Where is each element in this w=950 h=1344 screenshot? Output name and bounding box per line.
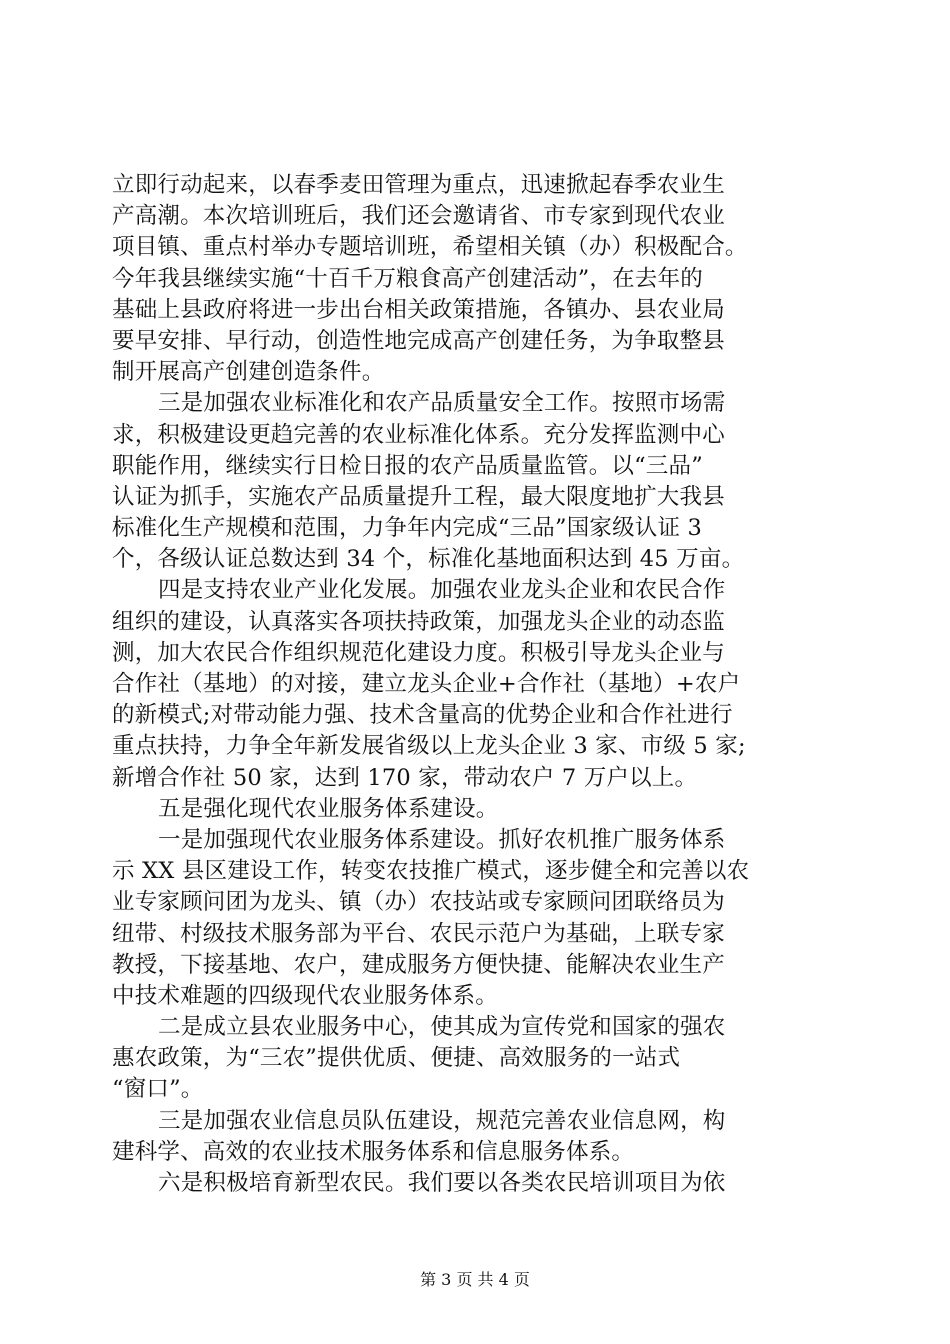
text-line: 示 XX 县区建设工作，转变农技推广模式，逐步健全和完善以农 — [112, 858, 750, 885]
text-line: 纽带、村级技术服务部为平台、农民示范户为基础，上联专家 — [112, 920, 725, 947]
text-line: 建科学、高效的农业技术服务体系和信息服务体系。 — [112, 1138, 635, 1165]
text-line: 重点扶持，力争全年新发展省级以上龙头企业 3 家、市级 5 家; — [112, 733, 746, 760]
text-line: “窗口”。 — [112, 1076, 204, 1103]
text-line: 今年我县继续实施“十百千万粮食高产创建活动”，在去年的 — [112, 265, 703, 292]
text-line: 中技术难题的四级现代农业服务体系。 — [112, 982, 498, 1009]
text-line: 二是成立县农业服务中心，使其成为宣传党和国家的强农 — [158, 1014, 726, 1041]
text-line: 求，积极建设更趋完善的农业标准化体系。充分发挥监测中心 — [112, 421, 725, 448]
text-line: 业专家顾问团为龙头、镇（办）农技站或专家顾问团联络员为 — [112, 889, 725, 916]
text-line: 项目镇、重点村举办专题培训班，希望相关镇（办）积极配合。 — [112, 234, 748, 261]
page-footer: 第 3 页 共 4 页 — [420, 1270, 530, 1289]
text-line: 立即行动起来，以春季麦田管理为重点，迅速掀起春季农业生 — [112, 172, 725, 198]
text-line: 六是积极培育新型农民。我们要以各类农民培训项目为依 — [158, 1170, 726, 1196]
text-line: 三是加强农业信息员队伍建设，规范完善农业信息网，构 — [158, 1107, 726, 1134]
text-line: 组织的建设，认真落实各项扶持政策，加强龙头企业的动态监 — [112, 608, 725, 635]
text-line: 个，各级认证总数达到 34 个，标准化基地面积达到 45 万亩。 — [112, 546, 745, 573]
text-line: 标准化生产规模和范围，力争年内完成“三品”国家级认证 3 — [112, 515, 703, 542]
text-line: 认证为抓手，实施农产品质量提升工程，最大限度地扩大我县 — [112, 483, 725, 510]
text-line: 合作社（基地）的对接，建立龙头企业+合作社（基地）+农户 — [112, 671, 741, 697]
text-line: 产高潮。本次培训班后，我们还会邀请省、市专家到现代农业 — [112, 203, 725, 230]
text-line: 的新模式;对带动能力强、技术含量高的优势企业和合作社进行 — [112, 702, 733, 729]
text-line: 四是支持农业产业化发展。加强农业龙头企业和农民合作 — [158, 577, 726, 604]
text-line: 基础上县政府将进一步出台相关政策措施，各镇办、县农业局 — [112, 296, 725, 323]
text-line: 要早安排、早行动，创造性地完成高产创建任务，为争取整县 — [112, 327, 725, 354]
text-line: 制开展高产创建创造条件。 — [112, 359, 385, 386]
text-line: 三是加强农业标准化和农产品质量安全工作。按照市场需 — [158, 390, 726, 417]
text-line: 一是加强现代农业服务体系建设。抓好农机推广服务体系 — [158, 826, 726, 853]
text-line: 五是强化现代农业服务体系建设。 — [158, 795, 499, 822]
text-line: 教授，下接基地、农户，建成服务方便快捷、能解决农业生产 — [112, 951, 725, 978]
text-line: 测，加大农民合作组织规范化建设力度。积极引导龙头企业与 — [112, 639, 725, 666]
document-body — [112, 170, 838, 1199]
text-line: 职能作用，继续实行日检日报的农产品质量监管。以“三品” — [112, 452, 703, 479]
text-line: 惠农政策，为“三农”提供优质、便捷、高效服务的一站式 — [112, 1045, 681, 1072]
text-line: 新增合作社 50 家，达到 170 家，带动农户 7 万户以上。 — [112, 764, 698, 791]
